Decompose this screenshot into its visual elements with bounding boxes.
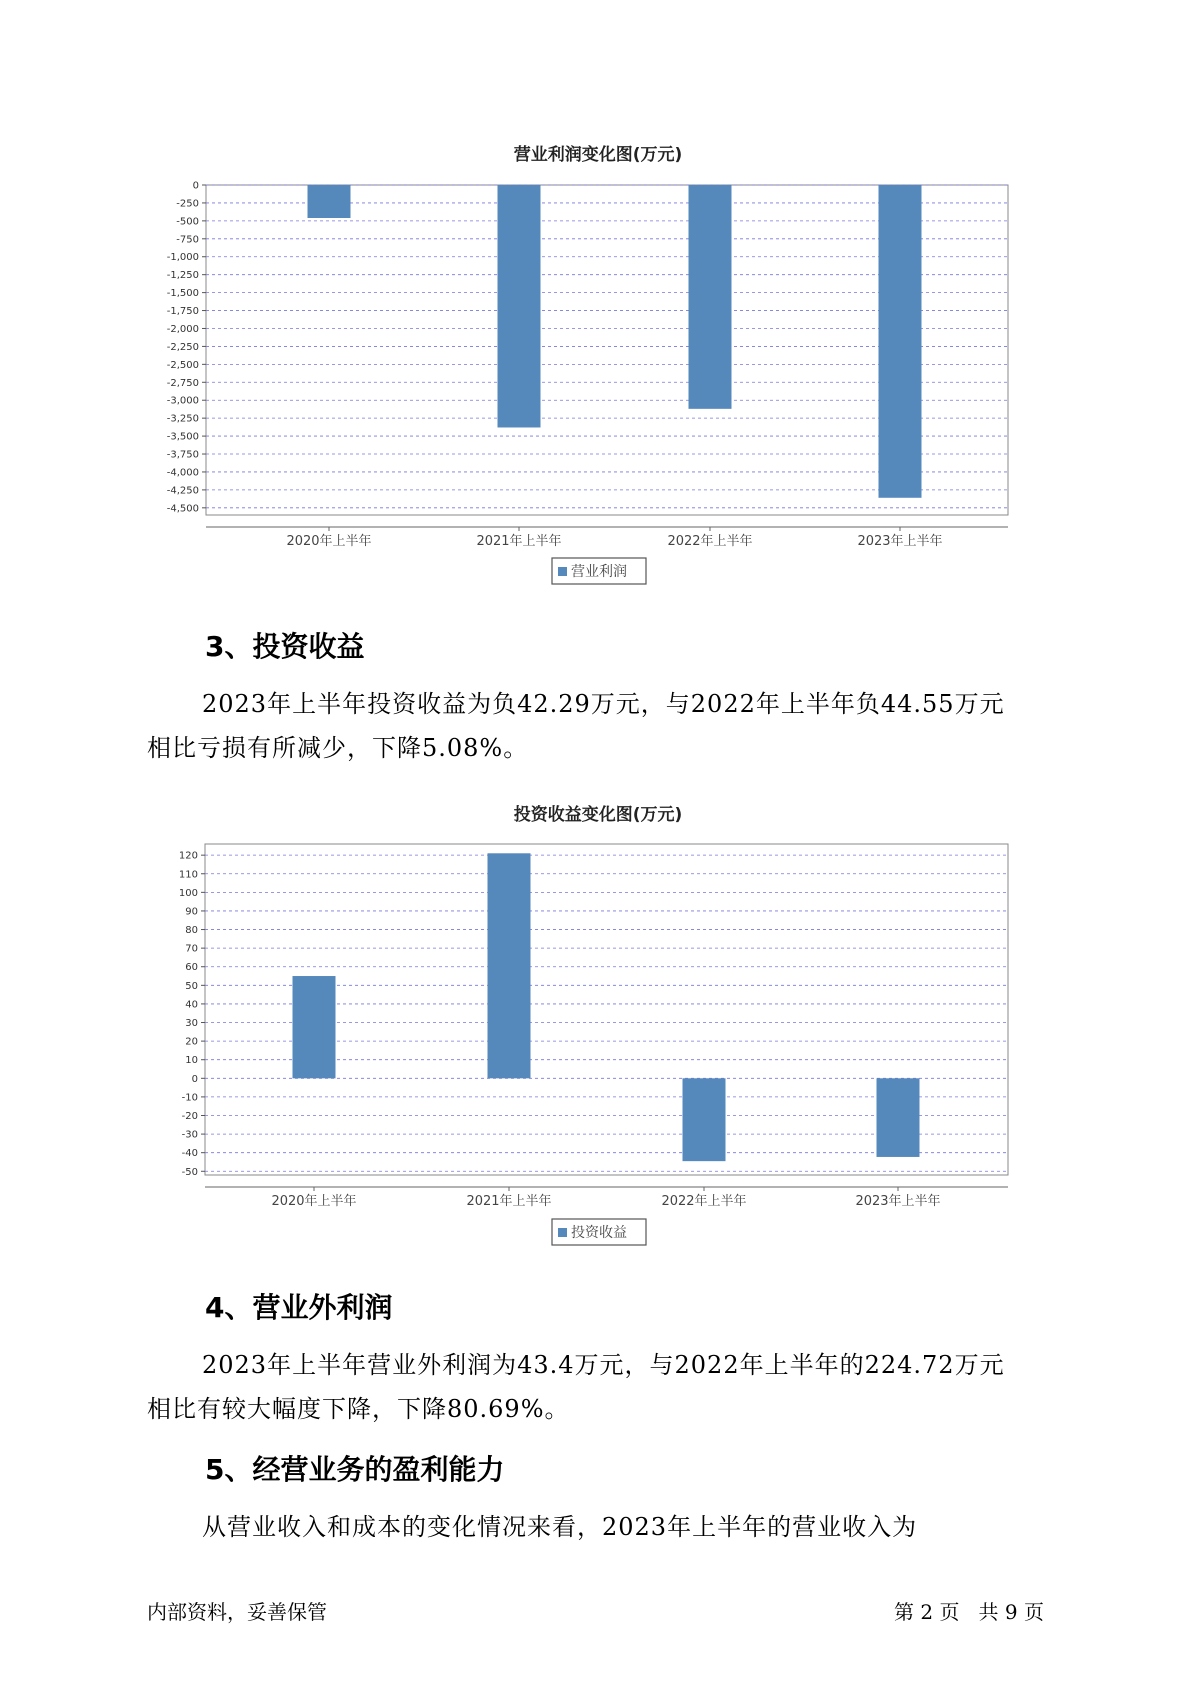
chart-title: 营业利润变化图(万元) xyxy=(513,145,683,165)
x-tick-label: 2020年上半年 xyxy=(286,534,372,549)
bar-2021年上半年 xyxy=(488,853,531,1078)
y-tick-label: -500 xyxy=(176,216,199,228)
y-tick-label: -2,750 xyxy=(166,377,199,389)
x-tick-label: 2022年上半年 xyxy=(661,1194,747,1209)
y-tick-label: 70 xyxy=(185,943,198,955)
x-tick-label: 2023年上半年 xyxy=(855,1194,941,1209)
chart-title: 投资收益变化图(万元) xyxy=(513,805,683,825)
legend-swatch xyxy=(558,1228,567,1237)
x-tick-label: 2022年上半年 xyxy=(667,534,753,549)
y-tick-label: -1,000 xyxy=(166,252,199,264)
y-tick-label: -3,000 xyxy=(166,395,199,407)
y-tick-label: -1,500 xyxy=(166,288,199,300)
y-tick-label: 0 xyxy=(191,1073,198,1085)
y-tick-label: -4,000 xyxy=(166,467,199,479)
y-tick-label: -250 xyxy=(176,198,199,210)
section-5-line-1: 从营业收入和成本的变化情况来看，2023年上半年的营业收入为 xyxy=(202,1513,918,1541)
y-tick-label: 10 xyxy=(185,1055,198,1067)
section-4-line-1: 2023年上半年营业外利润为43.4万元，与2022年上半年的224.72万元 xyxy=(202,1351,1005,1379)
y-tick-label: -2,000 xyxy=(166,323,199,335)
section-3-heading: 3、投资收益 xyxy=(205,630,365,663)
legend-label: 投资收益 xyxy=(571,1225,627,1241)
y-tick-label: -50 xyxy=(181,1166,198,1178)
x-tick-label: 2021年上半年 xyxy=(476,534,562,549)
y-tick-label: 30 xyxy=(185,1018,198,1030)
x-tick-label: 2020年上半年 xyxy=(271,1194,357,1209)
section-3-line-1: 2023年上半年投资收益为负42.29万元，与2022年上半年负44.55万元 xyxy=(202,690,1005,718)
y-tick-label: -4,250 xyxy=(166,485,199,497)
bar-2020年上半年 xyxy=(293,976,336,1078)
section-3-line-2: 相比亏损有所减少，下降5.08%。 xyxy=(147,734,529,762)
y-tick-label: -2,500 xyxy=(166,359,199,371)
y-tick-label: 90 xyxy=(185,906,198,918)
y-tick-label: 120 xyxy=(178,850,198,862)
y-tick-label: -2,250 xyxy=(166,341,199,353)
y-tick-label: -1,750 xyxy=(166,306,199,318)
y-tick-label: -3,500 xyxy=(166,431,199,443)
y-tick-label: -40 xyxy=(181,1148,198,1160)
y-tick-label: 20 xyxy=(185,1036,198,1048)
section-5-paragraph xyxy=(147,1505,1047,1549)
y-tick-label: -3,750 xyxy=(166,449,199,461)
footer-page-number: 第 2 页 共 9 页 xyxy=(894,1600,1044,1624)
y-tick-label: -750 xyxy=(176,234,199,246)
y-tick-label: 80 xyxy=(185,925,198,937)
section-4-paragraph xyxy=(147,1343,1047,1431)
bar-2023年上半年 xyxy=(877,1078,920,1157)
y-tick-label: 100 xyxy=(178,887,198,899)
bar-2022年上半年 xyxy=(683,1078,726,1161)
section-5-heading: 5、经营业务的盈利能力 xyxy=(205,1453,505,1486)
section-4-line-2: 相比有较大幅度下降，下降80.69%。 xyxy=(147,1395,570,1423)
y-tick-label: 50 xyxy=(185,980,198,992)
section-4-heading: 4、营业外利润 xyxy=(205,1291,393,1324)
y-tick-label: -30 xyxy=(181,1129,198,1141)
x-tick-label: 2021年上半年 xyxy=(466,1194,552,1209)
y-tick-label: -3,250 xyxy=(166,413,199,425)
y-tick-label: 110 xyxy=(178,869,198,881)
y-tick-label: -1,250 xyxy=(166,270,199,282)
y-tick-label: -10 xyxy=(181,1092,198,1104)
y-tick-label: 60 xyxy=(185,962,198,974)
y-tick-label: -20 xyxy=(181,1110,198,1122)
y-tick-label: 40 xyxy=(185,999,198,1011)
footer-confidential-note: 内部资料，妥善保管 xyxy=(147,1600,327,1624)
y-tick-label: 0 xyxy=(192,180,199,192)
legend-label: 营业利润 xyxy=(571,564,627,580)
x-tick-label: 2023年上半年 xyxy=(857,534,943,549)
y-tick-label: -4,500 xyxy=(166,503,199,515)
